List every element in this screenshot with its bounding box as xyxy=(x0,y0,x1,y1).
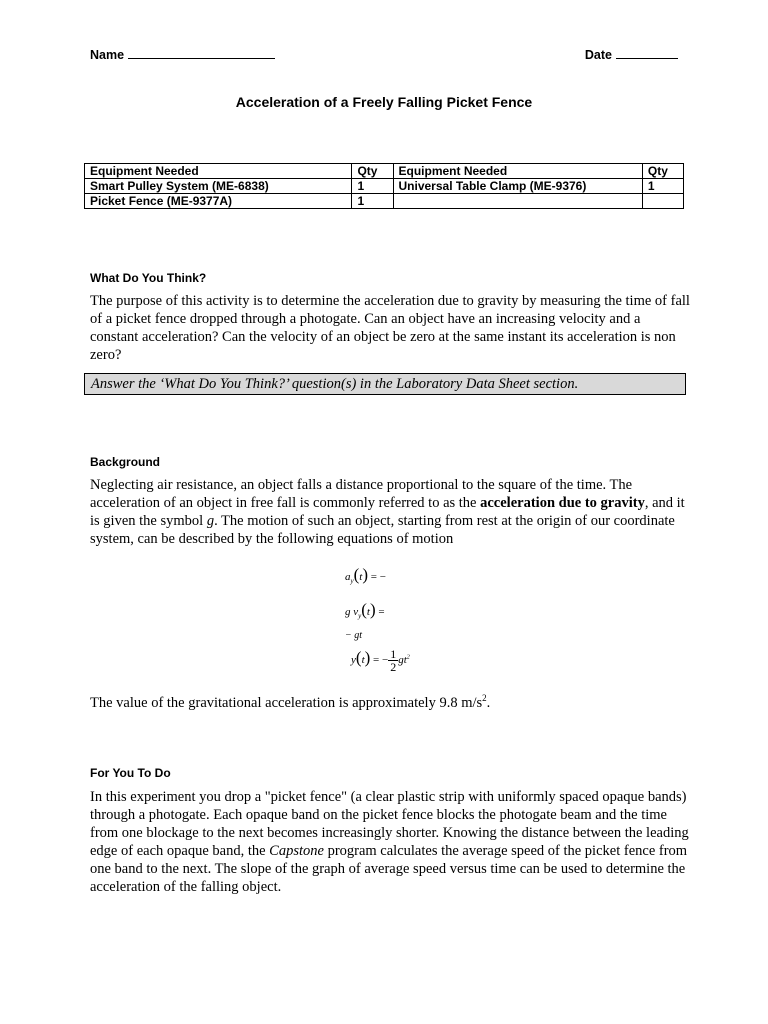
table-cell: Universal Table Clamp (ME-9376) xyxy=(393,179,642,194)
section-heading-background: Background xyxy=(90,455,161,469)
what-do-you-think-paragraph: The purpose of this activity is to determine the acceleration due to gravity by measuring the time of fall of a picket fence dropped through a photogate. Can an object have an increasing velocity and a constant acceleration? Can the velocity of an object be zero at the same instant its acceleration is non zero? xyxy=(90,293,690,363)
table-cell: Smart Pulley System (ME-6838) xyxy=(85,179,352,194)
date-field xyxy=(585,47,678,62)
section-heading-for-you-to-do: For You To Do xyxy=(90,766,171,780)
table-cell xyxy=(393,194,642,209)
eq-denominator: 2 xyxy=(390,660,397,674)
table-cell xyxy=(642,194,683,209)
table-cell: 1 xyxy=(352,194,393,209)
eq-term: a xyxy=(345,571,351,583)
gravity-value-sentence xyxy=(90,689,690,712)
eq-term: = − xyxy=(373,654,389,667)
background-symbol: g xyxy=(206,513,215,529)
eq-fraction xyxy=(388,648,398,673)
name-blank-line xyxy=(128,47,275,59)
section-heading-what-do-you-think: What Do You Think? xyxy=(90,271,207,285)
eq-term: v xyxy=(353,606,359,618)
eq-term: t xyxy=(361,654,365,667)
for-you-to-do-paragraph xyxy=(90,788,690,896)
background-text: , and it is given the symbol xyxy=(90,495,685,529)
equation-velocity: g $v_y(t)$ = xyxy=(345,600,385,620)
name-field xyxy=(90,47,275,62)
eq-term: = − xyxy=(370,571,386,583)
eq-numerator: 1 xyxy=(390,647,397,661)
table-row xyxy=(85,179,684,194)
equipment-table xyxy=(84,163,684,209)
eq-term: t xyxy=(359,571,363,583)
gravity-value-end: . xyxy=(486,694,491,711)
equation-acceleration: $a_y(t)$ = − xyxy=(345,565,386,585)
eq-term: y xyxy=(351,654,356,667)
gravity-value-exponent: 2 xyxy=(482,693,487,703)
eq-term: g xyxy=(345,606,351,618)
eq-term: gt xyxy=(398,654,407,667)
table-header-cell: Equipment Needed xyxy=(393,164,642,179)
eq-term: = xyxy=(378,606,385,618)
date-label: Date xyxy=(584,48,612,62)
table-header-cell: Qty xyxy=(642,164,683,179)
gravity-value-text: The value of the gravitational acceleration is approximately 9.8 m/s xyxy=(90,694,483,711)
eq-subscript: y xyxy=(350,577,354,585)
equation-position: y(t) = − $\frac{1}{2}$ $gt^2$ xyxy=(351,647,410,674)
table-cell: 1 xyxy=(642,179,683,194)
page-title: Acceleration of a Freely Falling Picket Fence xyxy=(235,94,533,110)
background-bold-term: acceleration due to gravity xyxy=(480,495,645,511)
table-header-cell: Equipment Needed xyxy=(85,164,352,179)
answer-instruction-box: Answer the ‘What Do You Think?’ question(s) in the Laboratory Data Sheet section. xyxy=(84,373,686,395)
table-cell: Picket Fence (ME-9377A) xyxy=(85,194,352,209)
equation-velocity-rhs: − gt xyxy=(345,630,363,641)
date-blank-line xyxy=(616,47,678,59)
background-text: . The motion of such an object, starting from rest at the origin of our coordinate system, can be described by the following equations of motion xyxy=(90,513,675,547)
table-header-row xyxy=(85,164,684,179)
eq-exponent: 2 xyxy=(406,654,410,661)
eq-term: t xyxy=(366,606,370,618)
table-row xyxy=(85,194,684,209)
background-text: Neglecting air resistance, an object falls a distance proportional to the square of the time. The acceleration of an object in free fall is commonly referred to as the xyxy=(90,477,633,511)
table-cell: 1 xyxy=(352,179,393,194)
table-header-cell: Qty xyxy=(352,164,393,179)
eq-subscript: y xyxy=(358,612,362,620)
for-you-to-do-text: program calculates the average speed of the picket fence from one band to the next. The slope of the graph of average speed versus time can be used to determine the acceleration of the falling object. xyxy=(90,843,688,895)
background-paragraph xyxy=(90,476,690,548)
for-you-to-do-text: In this experiment you drop a "picket fence" (a clear plastic strip with uniformly spaced opaque bands) through a photogate. Each opaque band on the picket fence blocks the photogate beam and the time from one blockage to the next becomes increasingly shorter. Knowing the distance between the leading edge of each opaque band, the xyxy=(90,789,689,859)
program-name: Capstone xyxy=(269,843,324,859)
name-label: Name xyxy=(90,48,125,62)
